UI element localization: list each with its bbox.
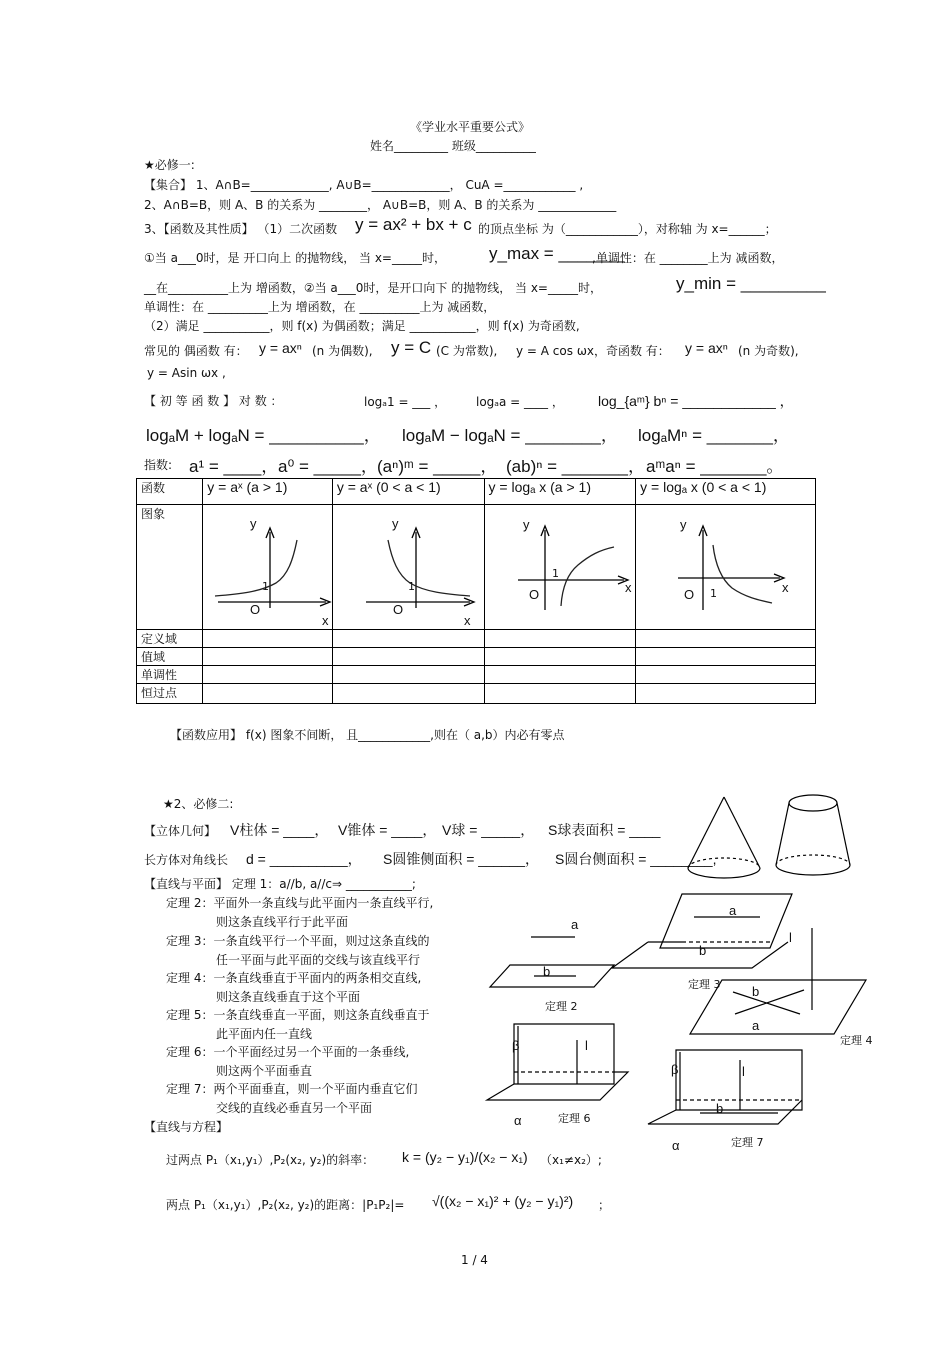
svg-text:l: l bbox=[789, 930, 792, 945]
theorem-7b: 交线的直线必垂直另一个平面 bbox=[216, 1101, 373, 1115]
theorem-7a: 定理 7：两个平面垂直，则一个平面内垂直它们 bbox=[166, 1082, 418, 1096]
svg-text:α: α bbox=[514, 1113, 522, 1128]
even-func-1-note: (n 为偶数), bbox=[312, 344, 373, 358]
section-heading-2: ★2、必修二: bbox=[163, 797, 234, 811]
theorem-4b: 则这条直线垂直于这个平面 bbox=[216, 990, 361, 1004]
s-frustum: S圆台侧面积 = ________, bbox=[555, 851, 717, 867]
svg-text:a: a bbox=[729, 903, 737, 918]
exp-5: aᵐaⁿ = _______。 bbox=[646, 457, 784, 476]
svg-text:β: β bbox=[671, 1062, 679, 1077]
theorem-2b: 则这条直线平行于此平面 bbox=[216, 915, 349, 929]
graph-exp-increasing bbox=[215, 516, 330, 628]
function-application: 【函数应用】 f(x) 图象不间断， 且____________,则在（ a,b）内必有零点 bbox=[170, 728, 565, 742]
theorem-5b: 此平面内任一直线 bbox=[216, 1027, 313, 1041]
svg-text:l: l bbox=[742, 1064, 745, 1079]
svg-text:a: a bbox=[752, 1018, 760, 1033]
theorem2-figure bbox=[490, 917, 614, 1013]
svg-text:b: b bbox=[543, 964, 551, 979]
diagonal-formula: d = __________， bbox=[246, 851, 362, 867]
lines-planes-line: 【直线与平面】 定理 1：a//b, a//c⇒ ___________; bbox=[144, 877, 416, 891]
distance-end: ； bbox=[598, 1198, 611, 1212]
s-cone: S圆锥侧面积 = ______， bbox=[383, 851, 540, 867]
odd-func-label: y = A cos ωx，奇函数 有： bbox=[516, 344, 670, 358]
slope-condition: （x₁≠x₂）; bbox=[540, 1153, 602, 1167]
diagonal-label: 长方体对角线长 bbox=[144, 853, 229, 867]
svg-text:α: α bbox=[672, 1138, 680, 1153]
theorem3-figure bbox=[612, 894, 792, 991]
theorem4-figure bbox=[690, 928, 873, 1047]
theorem-3b: 任一平面与此平面的交线与该直线平行 bbox=[216, 953, 421, 967]
svg-text:b: b bbox=[716, 1101, 724, 1116]
row-header-monotonic: 单调性 bbox=[137, 666, 203, 684]
monotonic-line-1: ,单调性：在 ________上为 减函数， bbox=[592, 251, 784, 265]
theorem-6b: 则这两个平面垂直 bbox=[216, 1064, 313, 1078]
col-exp-lt1: y = aˣ (0 < a < 1) bbox=[332, 479, 484, 505]
parity-line: （2）满足 ___________，则 f(x) 为偶函数；满足 ___________，则 f(x) 为奇函数, bbox=[144, 319, 580, 333]
svg-text:b: b bbox=[699, 943, 707, 958]
distance-formula: √((x₂ − x₁)² + (y₂ − y₁)²) bbox=[432, 1193, 574, 1209]
log-4: logₐM + logₐN = __________， bbox=[146, 426, 381, 445]
col-exp-gt1: y = aˣ (a > 1) bbox=[203, 479, 333, 505]
graph2-origin-label: O bbox=[393, 602, 404, 617]
svg-text:定理 3: 定理 3 bbox=[688, 978, 721, 991]
v-pyramid: V锥体 = ____， bbox=[338, 822, 437, 838]
exp-4: (ab)ⁿ = _______， bbox=[506, 457, 645, 476]
svg-text:定理 6: 定理 6 bbox=[558, 1112, 591, 1125]
graph1-y-label: y bbox=[250, 516, 257, 531]
v-prism: V柱体 = ____， bbox=[230, 822, 329, 838]
row-header-fixed-point: 恒过点 bbox=[137, 684, 203, 704]
exp-2: a⁰ = _____， bbox=[278, 457, 378, 476]
svg-text:a: a bbox=[571, 917, 579, 932]
col-log-lt1: y = logₐ x (0 < a < 1) bbox=[636, 479, 816, 505]
row-header-domain: 定义域 bbox=[137, 630, 203, 648]
svg-text:定理 4: 定理 4 bbox=[840, 1034, 873, 1047]
even-func-label: 常见的 偶函数 有： bbox=[144, 344, 248, 358]
svg-text:l: l bbox=[585, 1038, 588, 1053]
even-func-1: y = axⁿ bbox=[259, 340, 302, 356]
graph-log-increasing bbox=[518, 517, 632, 610]
even-func-2: y = C bbox=[391, 338, 432, 357]
case-open-up: ①当 a___0时，是 开口向上 的抛物线， 当 x=_____时， bbox=[144, 251, 446, 265]
log-label: 【 初 等 函 数 】 对 数 ： bbox=[144, 394, 283, 408]
graph3-origin-label: O bbox=[529, 587, 540, 602]
line-equation-label: 【直线与方程】 bbox=[144, 1120, 229, 1134]
geometry-figures bbox=[0, 780, 950, 1160]
graph-exp-decreasing bbox=[366, 516, 474, 628]
log-5: logₐM − logₐN = ________， bbox=[402, 426, 618, 445]
log-1: logₐ1 = ___ ， bbox=[364, 395, 447, 409]
theorem7-figure bbox=[648, 1050, 802, 1153]
cone-figure bbox=[688, 797, 760, 878]
exp-label: 指数: bbox=[144, 458, 173, 472]
graph2-y-label: y bbox=[392, 516, 399, 531]
distance-text: 两点 P₁（x₁,y₁）,P₂(x₂, y₂)的距离：|P₁P₂|= bbox=[166, 1198, 405, 1212]
monotonic-line-2: 单调性：在 __________上为 增函数，在 __________上为 减函数， bbox=[144, 300, 496, 314]
page-number: 1 / 4 bbox=[461, 1253, 488, 1267]
set-relation-line: 2、A∩B=B，则 A、B 的关系为 ________， A∪B=B，则 A、B 的关系为 _____________ bbox=[144, 198, 617, 212]
graph3-x-label: x bbox=[625, 580, 632, 595]
graph4-one-label: 1 bbox=[710, 587, 717, 600]
vertex-line: 的顶点坐标 为（____________），对称轴 为 x=______； bbox=[478, 222, 777, 236]
v-sphere: V球 = _____， bbox=[442, 822, 535, 838]
case-open-down: __在__________上为 增函数，②当 a___0时，是开口向下 的抛物线， 当 x=_____时， bbox=[144, 281, 602, 295]
section-heading-1: ★必修一: bbox=[144, 158, 195, 172]
graph4-y-label: y bbox=[680, 517, 687, 532]
row-header-graph: 图象 bbox=[137, 505, 203, 630]
ymin-formula: y_min = _________ bbox=[676, 274, 826, 293]
even-func-2-note: (C 为常数), bbox=[436, 344, 498, 358]
sine-line: y = Asin ωx , bbox=[147, 366, 226, 380]
quadratic-formula: y = ax² + bx + c bbox=[355, 215, 472, 234]
svg-text:β: β bbox=[512, 1038, 520, 1053]
graph3-one-label: 1 bbox=[552, 567, 559, 580]
solid-geometry-label: 【立体几何】 bbox=[144, 824, 217, 838]
slope-text: 过两点 P₁（x₁,y₁）,P₂(x₂, y₂)的斜率： bbox=[166, 1153, 375, 1167]
log-6: logₐMⁿ = _______， bbox=[638, 426, 790, 445]
theorem-5a: 定理 5：一条直线垂直一平面，则这条直线垂直于 bbox=[166, 1008, 430, 1022]
theorem-6a: 定理 6：一个平面经过另一个平面的一条垂线, bbox=[166, 1045, 410, 1059]
odd-func-1: y = axⁿ bbox=[685, 340, 728, 356]
graph1-origin-label: O bbox=[250, 602, 261, 617]
exp-1: a¹ = ____， bbox=[189, 457, 279, 476]
theorem6-figure bbox=[487, 1024, 628, 1128]
name-class-line: 姓名_________ 班级__________ bbox=[370, 139, 536, 153]
exp-3: (aⁿ)ᵐ = _____， bbox=[377, 457, 498, 476]
set-line: 【集合】 1、A∩B=_____________, A∪B=_____________， CuA =____________ , bbox=[144, 178, 584, 192]
graph4-x-label: x bbox=[782, 580, 789, 595]
log-2: logₐa = ____ ， bbox=[476, 395, 564, 409]
row-header-function: 函数 bbox=[137, 479, 203, 505]
svg-text:定理 2: 定理 2 bbox=[545, 1000, 578, 1013]
theorem-4a: 定理 4：一条直线垂直于平面内的两条相交直线, bbox=[166, 971, 422, 985]
graph4-origin-label: O bbox=[684, 587, 695, 602]
graph1-x-label: x bbox=[322, 613, 329, 628]
ymax-formula: y_max = _______ bbox=[489, 244, 625, 263]
graph-log-decreasing bbox=[678, 517, 789, 610]
graph2-x-label: x bbox=[464, 613, 471, 628]
page-title: 《学业水平重要公式》 bbox=[410, 120, 531, 134]
s-sphere: S球表面积 = ____ bbox=[548, 822, 661, 838]
frustum-figure bbox=[776, 795, 850, 875]
svg-text:定理 7: 定理 7 bbox=[731, 1136, 764, 1149]
odd-func-1-note: (n 为奇数), bbox=[738, 344, 799, 358]
graph2-one-label: 1 bbox=[408, 580, 415, 593]
col-log-gt1: y = logₐ x (a > 1) bbox=[484, 479, 636, 505]
log-3: log_{aᵐ} bⁿ = ____________ ， bbox=[598, 393, 794, 409]
svg-text:b: b bbox=[752, 984, 760, 999]
theorem-3a: 定理 3：一条直线平行一个平面，则过这条直线的 bbox=[166, 934, 430, 948]
slope-formula: k = (y₂ − y₁)/(x₂ − x₁) bbox=[402, 1149, 528, 1165]
graph3-y-label: y bbox=[523, 517, 530, 532]
graph1-one-label: 1 bbox=[262, 580, 269, 593]
function-property-label: 3、【函数及其性质】 （1）二次函数 bbox=[144, 222, 338, 236]
theorem-2a: 定理 2：平面外一条直线与此平面内一条直线平行, bbox=[166, 896, 434, 910]
row-header-range: 值域 bbox=[137, 648, 203, 666]
